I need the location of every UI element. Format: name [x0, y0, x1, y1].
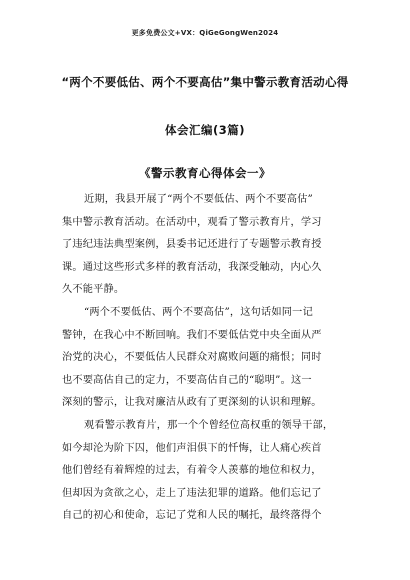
header-note: 更多免费公文+VX：QiGeGongWen2024: [131, 29, 279, 37]
body-line: 观看警示教育片，那一个个曾经位高权重的领导干部，: [84, 419, 334, 431]
body-line: “两个不要低估、两个不要高估”，这句话如同一记: [84, 306, 313, 318]
body-line: 自己的初心和使命，忘记了党和人民的嘱托，最终落得个: [62, 510, 322, 522]
body-line: 如今却沦为阶下囚，他们声泪俱下的忏悔，让人痛心疾首: [62, 442, 322, 454]
body-line: 也不要高估自己的定力，不要高估自己的“聪明”。这一: [62, 374, 312, 386]
body-line: 治党的决心，不要低估人民群众对腐败问题的痛恨；同时: [62, 352, 322, 364]
body-text: [62, 189, 360, 528]
body-line: 集中警示教育活动。在活动中，观看了警示教育片，学习: [62, 216, 322, 228]
body-line: 了违纪违法典型案例，县委书记还进行了专题警示教育授: [62, 239, 322, 251]
body-line: 他们曾经有着辉煌的过去，有着令人羡慕的地位和权力，: [62, 465, 322, 477]
body-line: 课。通过这些形式多样的教育活动，我深受触动，内心久: [62, 261, 322, 273]
document-title-line-2: 体会汇编(3篇): [164, 123, 245, 137]
body-line: 警钟，在我心中不断回响。我们不要低估党中央全面从严: [62, 329, 322, 341]
body-line: 近期，我县开展了“两个不要低估、两个不要高估”: [84, 194, 313, 205]
body-line: 但却因为贪欲之心，走上了违法犯罪的道路。他们忘记了: [62, 487, 322, 499]
body-line: 久不能平静。: [62, 284, 125, 296]
section-heading: 《警示教育心得体会一》: [139, 166, 271, 180]
document-title-line-1: “两个不要低估、两个不要高估”集中警示教育活动心得: [61, 75, 349, 89]
body-line: 深刻的警示，让我对廉洁从政有了更深刻的认识和理解。: [62, 397, 322, 409]
